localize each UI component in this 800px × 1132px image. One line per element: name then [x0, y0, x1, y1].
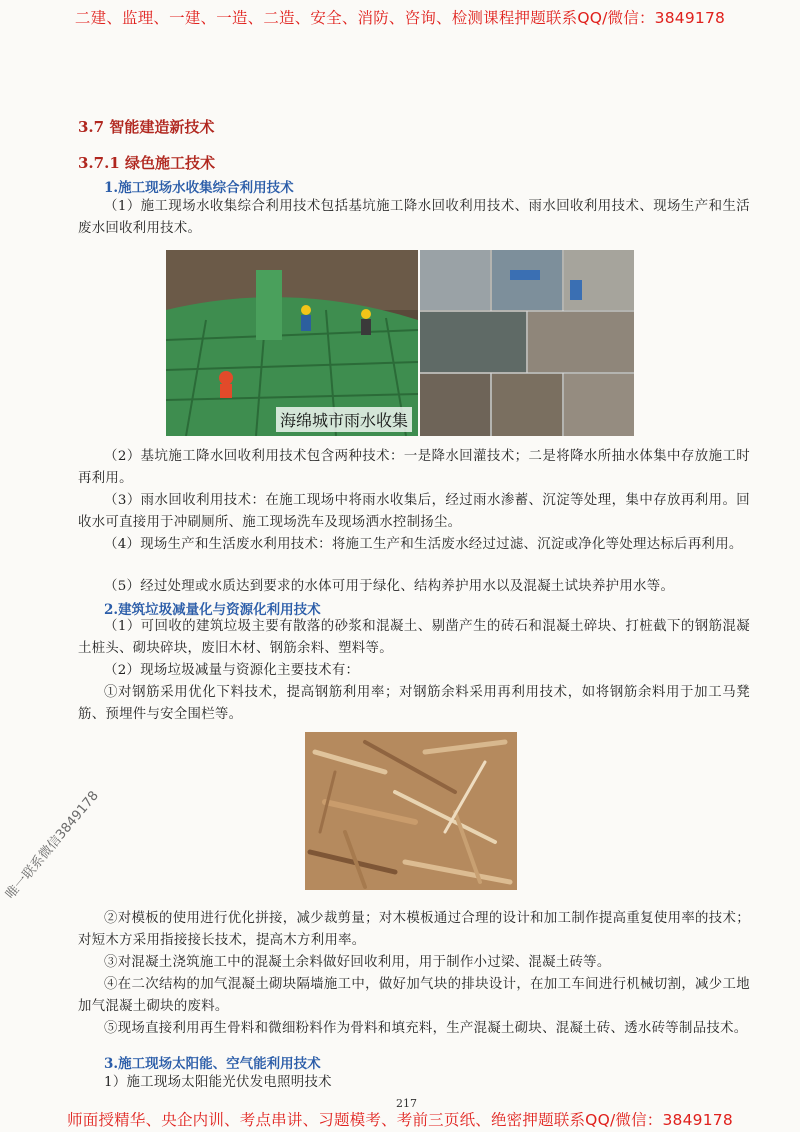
site-water-collage-photo — [420, 250, 634, 436]
part2-paragraph-1: （1）可回收的建筑垃圾主要有散落的砂浆和混凝土、剔凿产生的砖石和混凝土碎块、打桩截下的钢筋混凝土桩头、砌块碎块，废旧木材、钢筋余料、塑料等。 — [78, 619, 750, 656]
part2-paragraph-2: （2）现场垃圾减量与资源化主要技术有： — [104, 663, 360, 678]
part1-paragraph-5: （5）经过处理或水质达到要求的水体可用于绿化、结构养护用水以及混凝土试块养护用水等。 — [104, 579, 675, 594]
part2-item-1: ①对钢筋采用优化下料技术，提高钢筋利用率；对钢筋余料采用再利用技术，如将钢筋余料用于加工马凳筋、预埋件与安全围栏等。 — [78, 685, 750, 722]
page-number: 217 — [396, 1097, 417, 1110]
part2-item-5: ⑤现场直接利用再生骨料和微细粉料作为骨料和填充料，生产混凝土砌块、混凝土砖、透水砖等制品技术。 — [104, 1021, 748, 1036]
photo-caption: 海绵城市雨水收集 — [276, 407, 412, 432]
part1-paragraph-3: （3）雨水回收利用技术：在施工现场中将雨水收集后，经过雨水渗蓄、沉淀等处理，集中存放再利用。回收水可直接用于冲刷厕所、施工现场洗车及现场洒水控制扬尘。 — [78, 493, 750, 530]
rainwater-module-photo — [166, 250, 418, 436]
part1-paragraph-4: （4）现场生产和生活废水利用技术：将施工生产和生活废水经过过滤、沉淀或净化等处理达标后再利用。 — [104, 537, 743, 552]
part2-item-2: ②对模板的使用进行优化拼接，减少裁剪量；对木模板通过合理的设计和加工制作提高重复使用率的技术；对短木方采用指接接长技术，提高木方利用率。 — [78, 911, 750, 948]
part2-item-3: ③对混凝土浇筑施工中的混凝土余料做好回收利用，用于制作小过梁、混凝土砖等。 — [104, 955, 611, 970]
part1-title: 1.施工现场水收集综合利用技术 — [104, 180, 294, 196]
part2-item-4: ④在二次结构的加气混凝土砌块隔墙施工中，做好加气块的排块设计，在加工车间进行机械切割，减少工地加气混凝土砌块的废料。 — [78, 977, 750, 1014]
part1-paragraph-1: （1）施工现场水收集综合利用技术包括基坑施工降水回收利用技术、雨水回收利用技术、现场生产和生活废水回收利用技术。 — [78, 199, 750, 236]
part2-title: 2.建筑垃圾减量化与资源化利用技术 — [104, 602, 321, 618]
part1-paragraph-2: （2）基坑施工降水回收利用技术包含两种技术：一是降水回灌技术；二是将降水所抽水体集中存放施工时再利用。 — [78, 449, 750, 486]
part3-title: 3.施工现场太阳能、空气能利用技术 — [104, 1056, 321, 1072]
watermark: 唯一联系微信3849178 — [3, 788, 102, 903]
scrap-wood-photo — [305, 732, 517, 890]
section-heading: 3.7 智能建造新技术 — [78, 118, 215, 136]
part3-item-1: 1）施工现场太阳能光伏发电照明技术 — [104, 1075, 332, 1090]
bottom-banner: 师面授精华、央企内训、考点串讲、习题模考、考前三页纸、绝密押题联系QQ/微信：3849178 — [67, 1111, 733, 1129]
top-banner: 二建、监理、一建、一造、二造、安全、消防、咨询、检测课程押题联系QQ/微信：3849178 — [74, 9, 726, 27]
subsection-heading: 3.7.1 绿色施工技术 — [78, 154, 215, 172]
